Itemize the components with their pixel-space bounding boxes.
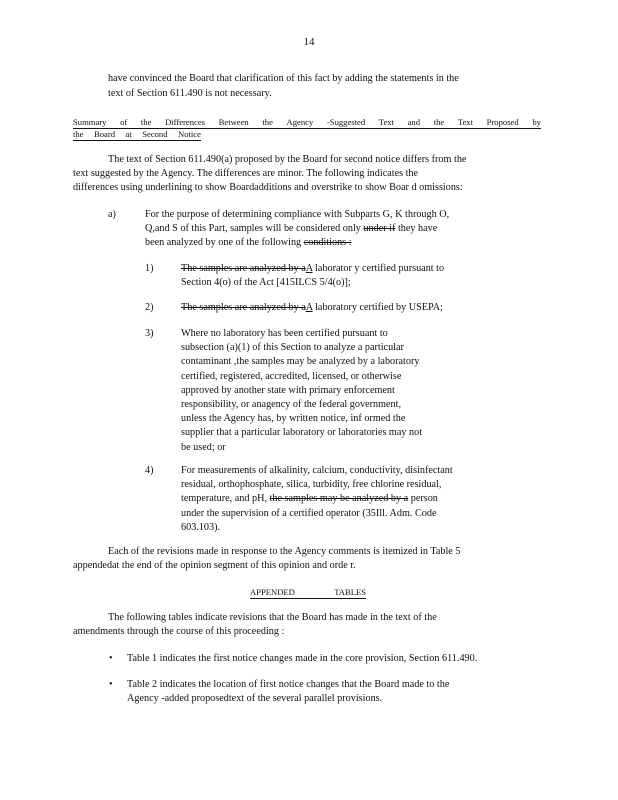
item-a-line-2-end: they have [397,223,438,234]
sub4-line-4: under the supervision of a certified operator (35Ill. Adm. Code [181,507,437,519]
sub4-line-5: 603.103). [181,521,221,533]
bullet-glyph: • [109,679,113,690]
heading-word: Differences [165,117,205,127]
heading-word: Proposed [486,117,519,127]
bullet-2-line-1: Table 2 indicates the location of first notice changes that the Board made to the [127,679,450,690]
para1-line-2: text suggested by the Agency. The differences are minor. The following indicates the [73,168,419,179]
item-a-strike: under if [363,223,396,234]
heading-word: Between [218,117,249,127]
para2-line-2: appendedat the end of the opinion segment of this opinion and orde r. [73,560,356,571]
item-a-line-3-text: been analyzed by one of the following [145,237,302,248]
bullet-1-text: Table 1 indicates the first notice changes made in the core provision, Section 611.490. [127,653,478,664]
page-number: 14 [303,36,315,48]
sub2-label: 2) [145,302,154,313]
sub3-line: certified, registered, accredited, licensed, or otherwise [181,370,402,382]
item-a-line-2 [145,222,505,235]
heading-word: Board [94,129,116,139]
item-a-line-3 [145,236,505,249]
heading-word: at [125,129,132,139]
heading-word: Second [142,129,168,139]
para3-line-2: amendments through the course of this proceeding : [73,626,285,637]
heading-word: the [140,117,152,127]
sub3-line: be used; or [181,441,226,453]
heading-word: by [532,117,541,127]
sub4-body [181,464,501,535]
summary-heading-row-1 [73,117,541,129]
sub1-underlined: A [305,263,313,274]
heading-word: Notice [178,129,201,139]
sub1-line-2: Section 4(o) of the Act [415ILCS 5/4(o)]; [181,277,351,288]
heading-word: Agency [286,117,314,127]
sub3-line: contaminant ,the samples may be analyzed by a laboratory [181,356,420,368]
heading-word: the [262,117,273,127]
sub4-label: 4) [145,465,154,476]
item-a-label: a) [108,209,116,220]
heading-word: Summary [73,117,107,127]
sub1-label: 1) [145,263,154,274]
sub3-body [181,327,481,455]
para2-line-1: Each of the revisions made in response to the Agency comments is itemized in Table 5 [108,546,461,557]
sub1-strike: The samples are analyzed by a [181,263,306,274]
sub2-underlined: A [305,302,313,313]
bullet-2-line-2: Agency -added proposedtext of the several parallel provisions. [127,693,383,704]
heading-word: Text [457,117,473,127]
sub2-rest: laboratory certified by USEPA; [315,302,443,313]
sub4-line-3-end: person [410,493,438,505]
sub3-line: unless the Agency has, by written notice, inf ormed the [181,413,406,425]
sub4-strike: the samples may be analyzed by a [269,493,409,505]
sub2-line [181,301,511,314]
intro-line-1: have convinced the Board that clarification of this fact by adding the statements in the [108,73,459,84]
bullet-glyph: • [109,653,113,664]
sub3-line: approved by another state with primary enforcement [181,384,395,396]
sub3-line: responsibility, or anagency of the federal government, [181,399,401,411]
item-a-line-2-text: Q,and S of this Part, samples will be considered only [145,223,361,234]
appended-word: APPENDED [250,587,295,597]
sub1-rest: laborator y certified pursuant to [315,263,445,274]
sub3-line: Where no laboratory has been certified pursuant to [181,328,388,339]
heading-word: the [433,117,445,127]
item-a-line-1: For the purpose of determining compliance with Subparts G, K through O, [145,209,450,220]
heading-word: the [73,129,84,139]
summary-heading-row-2 [73,129,201,141]
heading-word: -Suggested [326,117,366,127]
tables-word: TABLES [334,587,366,597]
sub4-line-3 [181,492,501,506]
appended-tables-heading [250,587,366,599]
sub4-line-2: residual, orthophosphate, silica, turbidity, free chlorine residual, [181,479,442,491]
sub3-line: subsection (a)(1) of this Section to analyze a particular [181,342,404,354]
sub3-line: supplier that a particular laboratory or laboratories may not [181,427,423,439]
sub1-line-1 [181,262,511,275]
para1-line-3: differences using underlining to show Boardadditions and overstrike to show Boar d omissions: [73,182,463,193]
heading-word: and [407,117,421,127]
para1-line-1: The text of Section 611.490(a) proposed by the Board for second notice differs from the [108,154,467,165]
sub3-label: 3) [145,328,154,339]
sub4-line-3-text: temperature, and pH, [181,493,267,505]
intro-line-2: text of Section 611.490 is not necessary. [108,88,272,99]
sub2-strike: The samples are analyzed by a [181,302,306,313]
sub4-line-1: For measurements of alkalinity, calcium, conductivity, disinfectant [181,465,453,476]
heading-word: of [120,117,128,127]
heading-word: Text [378,117,394,127]
para3-line-1: The following tables indicate revisions that the Board has made in the text of the [108,612,437,623]
item-a-strike-conditions: conditions : [303,237,352,248]
